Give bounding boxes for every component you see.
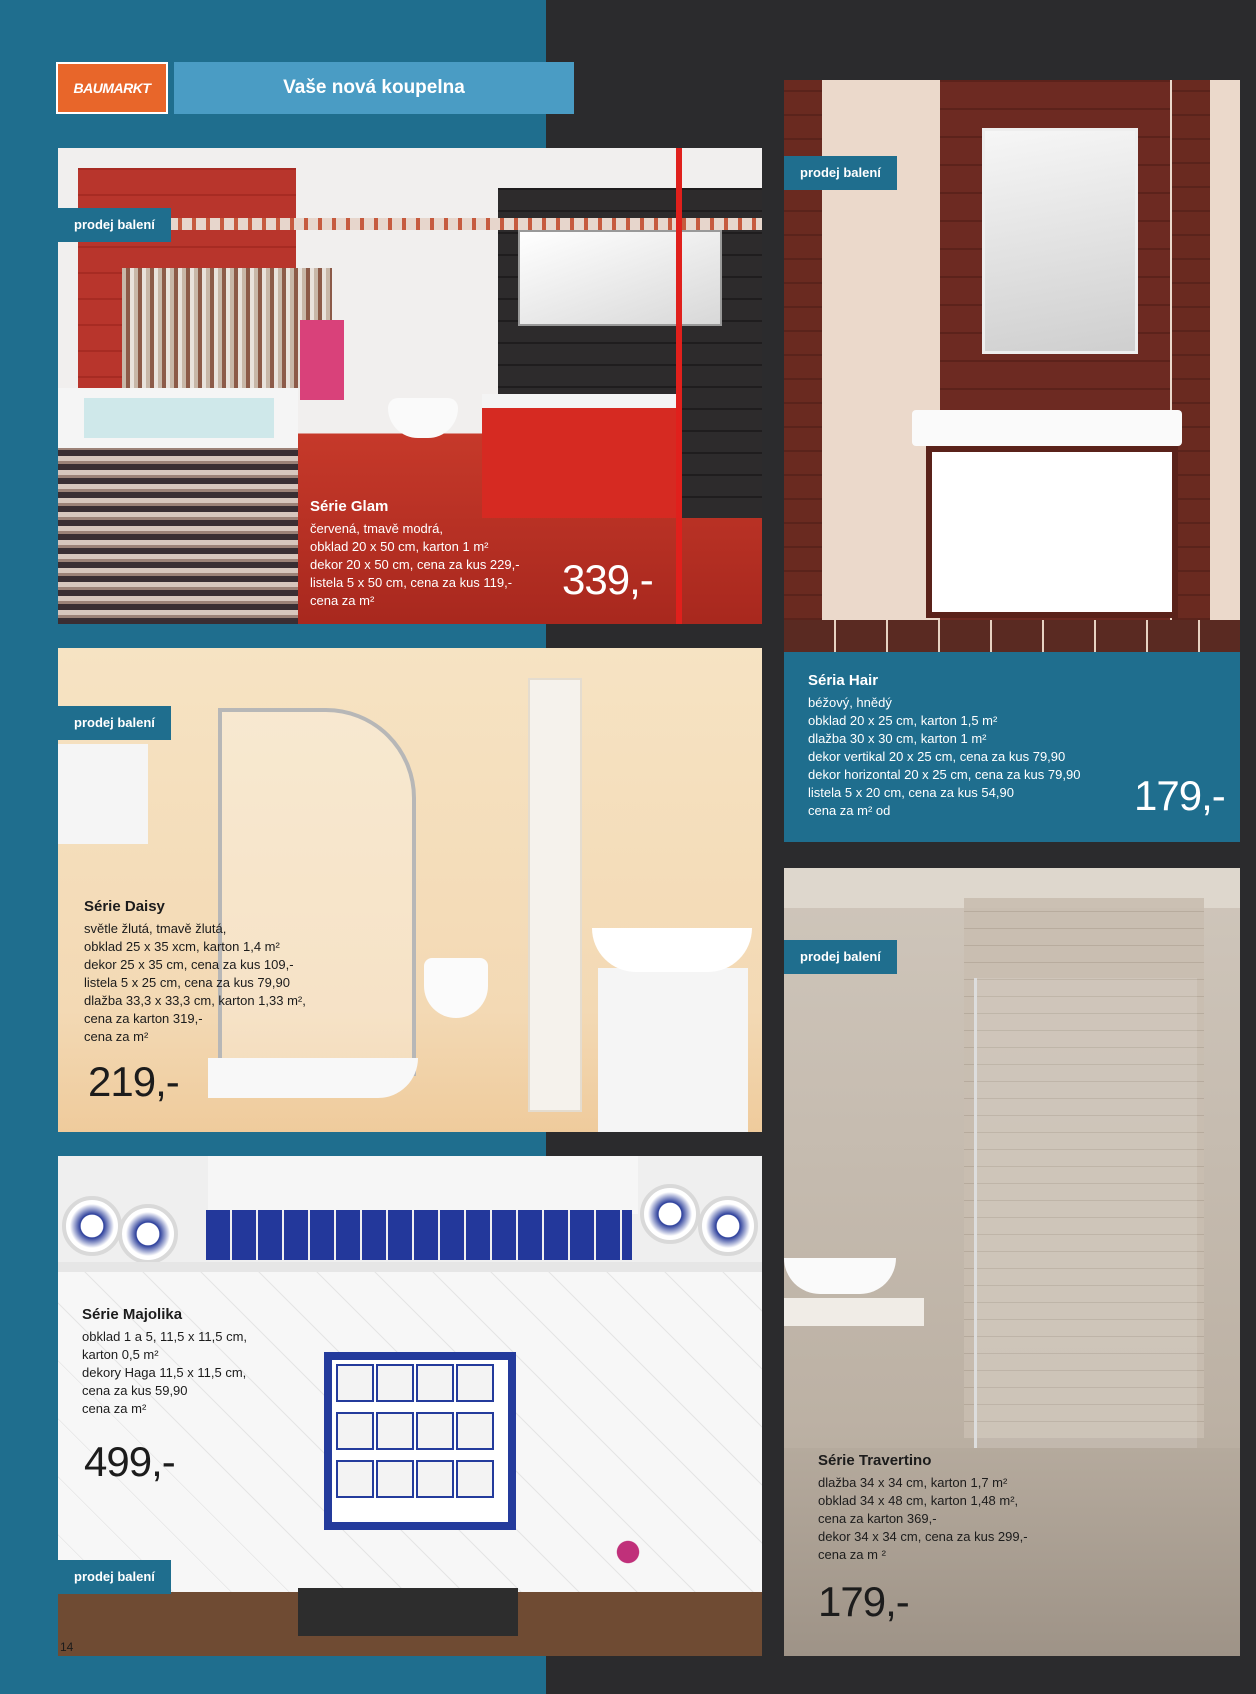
product-name-majolika: Série Majolika [82, 1306, 183, 1323]
product-name-travertino: Série Travertino [818, 1452, 932, 1469]
tag-prodej-baleni-daisy: prodej balení [58, 706, 171, 740]
price-glam: 339,- [562, 556, 653, 603]
price-hair: 179,- [1134, 772, 1225, 819]
price-majolika: 499,- [84, 1438, 175, 1485]
brand-logo-text: BAUMARKT [73, 80, 151, 96]
product-info-glam: Série Glam červená, tmavě modrá, obklad 20 x 50 cm, karton 1 m² dekor 20 x 50 cm, cena za kus 229,- listela 5 x 50 cm, cena za kus 119,- cena za m² [310, 498, 520, 608]
page-title: Vaše nová koupelna [174, 62, 574, 114]
product-name-daisy: Série Daisy [84, 898, 165, 915]
brand-logo[interactable] [56, 62, 168, 114]
product-info-daisy: Série Daisy světle žlutá, tmavě žlutá, obklad 25 x 35 xcm, karton 1,4 m² dekor 25 x 35 cm, cena za kus 109,- listela 5 x 25 cm, cena za kus 79,90 dlažba 33,3 x 33,3 cm, karton 1,33 m², cena za karton 319,- cena za m² [84, 898, 306, 1044]
price-travertino: 179,- [818, 1578, 909, 1625]
tag-prodej-baleni-travertino: prodej balení [784, 940, 897, 974]
product-info-hair: Séria Hair béžový, hnědý obklad 20 x 25 cm, karton 1,5 m² dlažba 30 x 30 cm, karton 1 m² dekor vertikal 20 x 25 cm, cena za kus 79,90 dekor horizontal 20 x 25 cm, cena za kus 79,90 listela 5 x 20 cm, cena za kus 54,90 cena za m² od [808, 672, 1081, 818]
product-name-hair: Séria Hair [808, 672, 879, 689]
product-name-glam: Série Glam [310, 498, 389, 515]
page-number: 14 [60, 1640, 74, 1654]
product-info-majolika: Série Majolika obklad 1 a 5, 11,5 x 11,5 cm, karton 0,5 m² dekory Haga 11,5 x 11,5 cm, cena za kus 59,90 cena za m² [82, 1306, 248, 1416]
product-info-travertino: Série Travertino dlažba 34 x 34 cm, karton 1,7 m² obklad 34 x 48 cm, karton 1,48 m², cena za karton 369,- dekor 34 x 34 cm, cena za kus 299,- cena za m ² [818, 1452, 1028, 1562]
price-daisy: 219,- [88, 1058, 179, 1105]
delft-tile-panel [324, 1352, 516, 1530]
tag-prodej-baleni-hair: prodej balení [784, 156, 897, 190]
tag-prodej-baleni-majolika: prodej balení [58, 1560, 171, 1594]
page-header [56, 62, 574, 114]
tag-prodej-baleni-glam: prodej balení [58, 208, 171, 242]
